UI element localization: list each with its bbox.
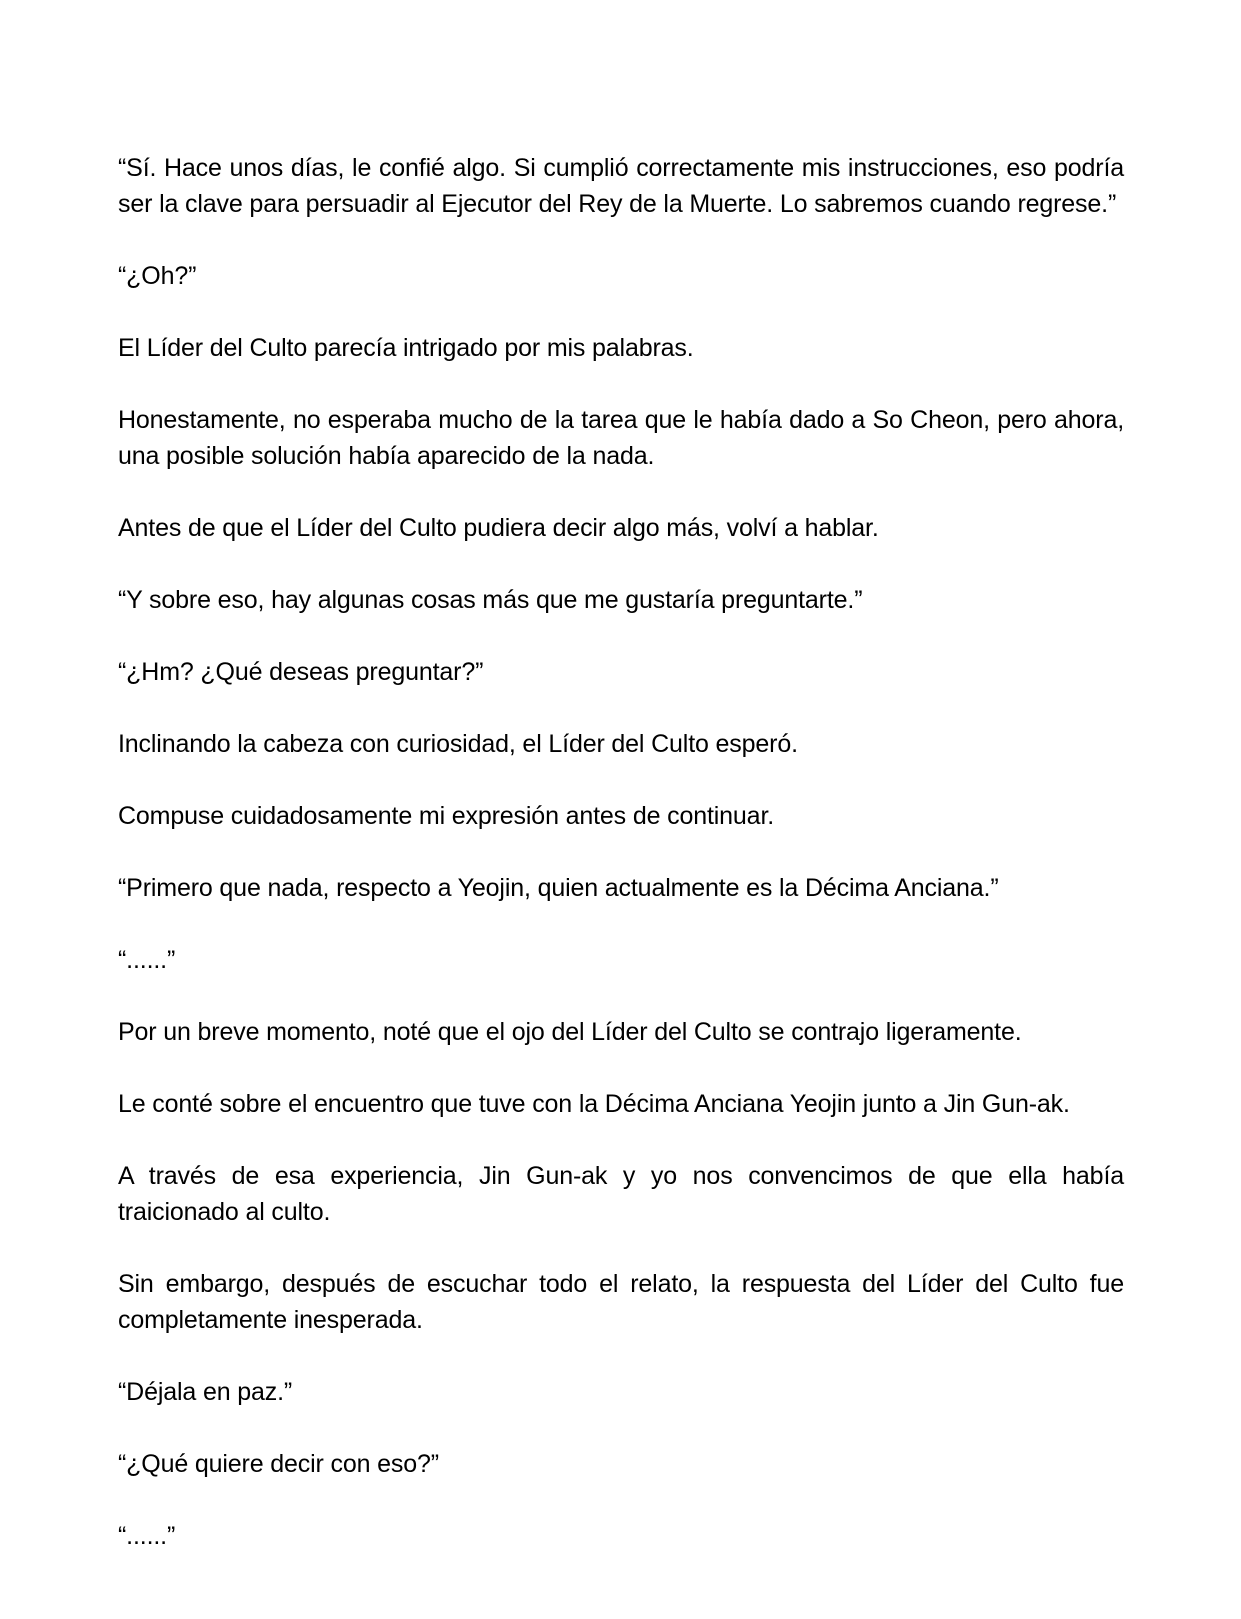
paragraph: “¿Hm? ¿Qué deseas preguntar?” bbox=[118, 658, 484, 686]
paragraph: Honestamente, no esperaba mucho de la tarea que le había dado a So Cheon, pero ahora, una posible solución había aparecido de la nada. bbox=[118, 406, 1124, 470]
paragraph: “Sí. Hace unos días, le confié algo. Si cumplió correctamente mis instrucciones, eso podría ser la clave para persuadir al Ejecutor del Rey de la Muerte. Lo sabremos cuando regrese.” bbox=[118, 154, 1124, 218]
paragraph: Sin embargo, después de escuchar todo el relato, la respuesta del Líder del Culto fue completamente inesperada. bbox=[118, 1270, 1124, 1334]
paragraph: A través de esa experiencia, Jin Gun-ak y yo nos convencimos de que ella había traicionado al culto. bbox=[118, 1162, 1124, 1226]
paragraph: Le conté sobre el encuentro que tuve con la Décima Anciana Yeojin junto a Jin Gun-ak. bbox=[118, 1090, 1070, 1118]
paragraph: Compuse cuidadosamente mi expresión antes de continuar. bbox=[118, 802, 775, 830]
paragraph: “Primero que nada, respecto a Yeojin, quien actualmente es la Décima Anciana.” bbox=[118, 874, 999, 902]
paragraph: “......” bbox=[118, 1522, 176, 1550]
paragraph: Antes de que el Líder del Culto pudiera decir algo más, volví a hablar. bbox=[118, 514, 879, 542]
paragraph: Por un breve momento, noté que el ojo del Líder del Culto se contrajo ligeramente. bbox=[118, 1018, 1022, 1046]
paragraph: Inclinando la cabeza con curiosidad, el Líder del Culto esperó. bbox=[118, 730, 798, 758]
paragraph: “¿Qué quiere decir con eso?” bbox=[118, 1450, 439, 1478]
paragraph: “Déjala en paz.” bbox=[118, 1378, 293, 1406]
paragraph: El Líder del Culto parecía intrigado por mis palabras. bbox=[118, 334, 694, 362]
paragraph: “¿Oh?” bbox=[118, 262, 197, 290]
paragraph: “......” bbox=[118, 946, 176, 974]
document-body bbox=[118, 150, 1124, 1590]
paragraph: “Y sobre eso, hay algunas cosas más que me gustaría preguntarte.” bbox=[118, 586, 863, 614]
